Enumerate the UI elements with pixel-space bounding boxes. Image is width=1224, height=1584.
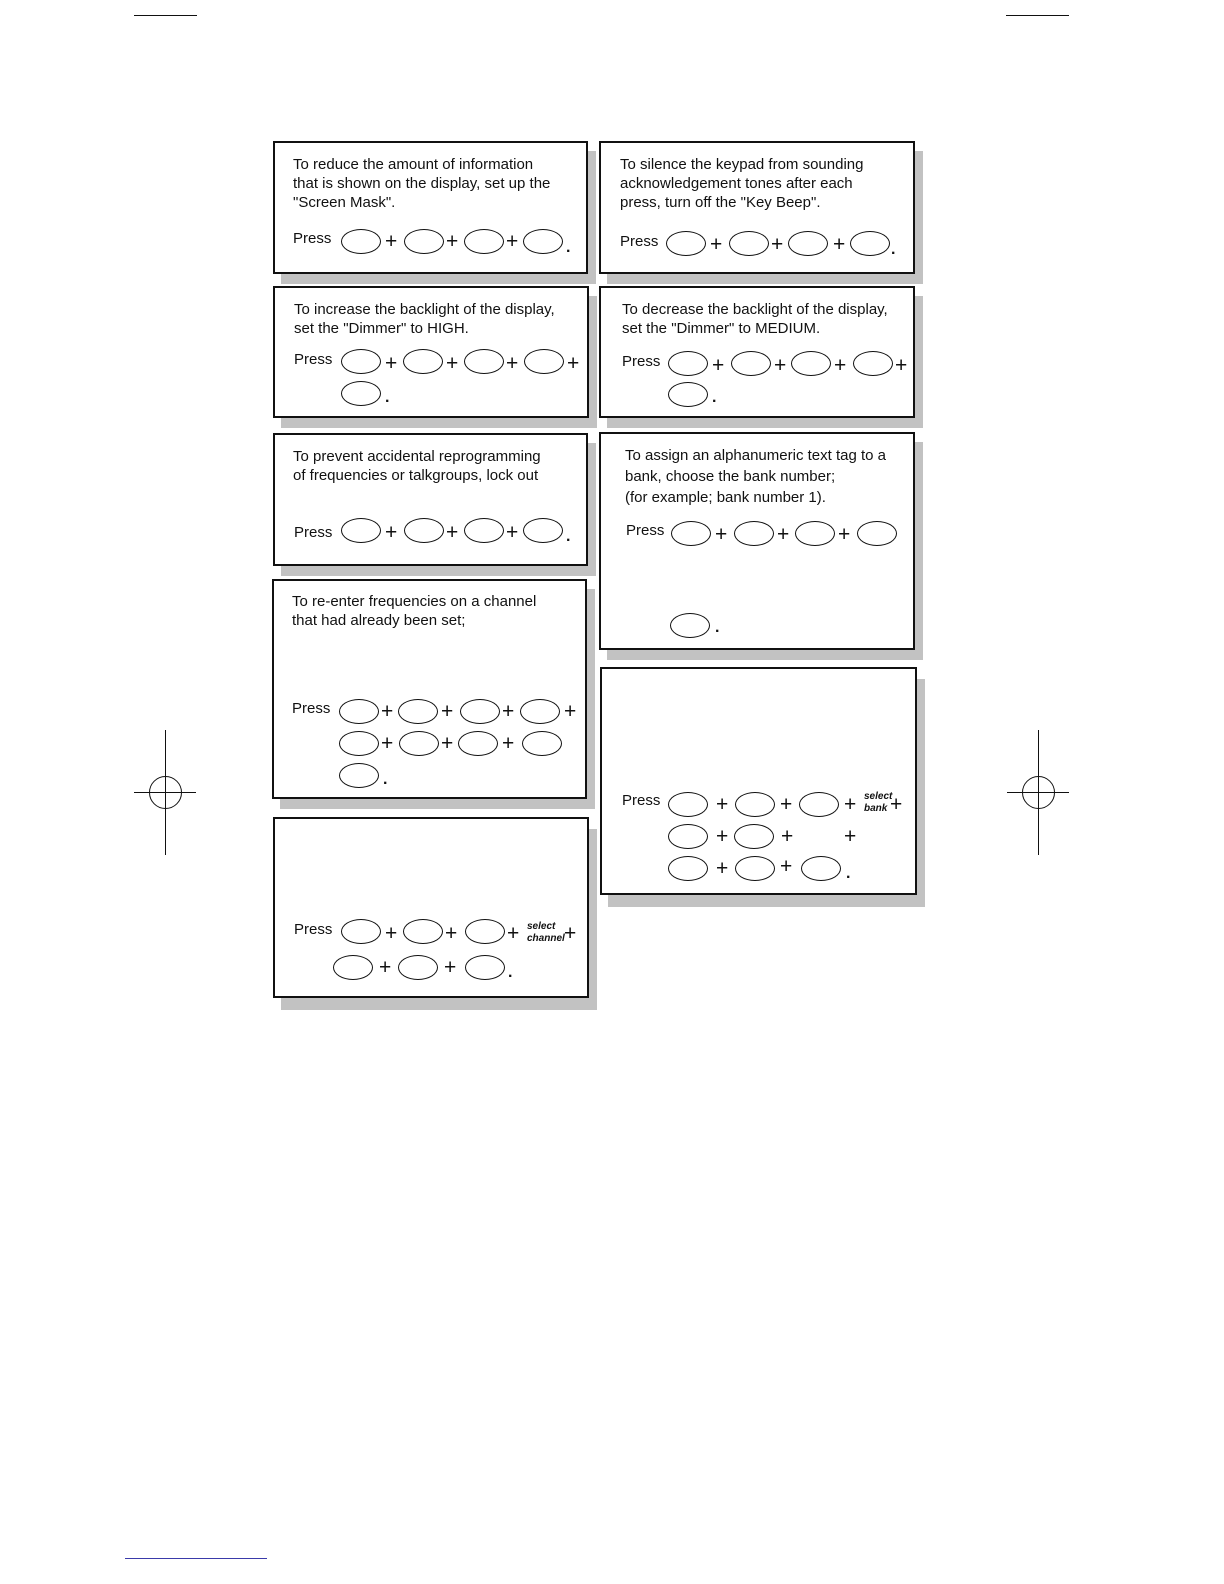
select-bank-label: select bank: [864, 791, 893, 814]
period: .: [383, 771, 388, 788]
crop-mark: [134, 15, 197, 16]
key-button: [465, 919, 505, 944]
panel-description: To prevent accidental reprogramming of frequencies or talkgroups, lock out: [293, 448, 541, 484]
key-button: [735, 856, 775, 881]
dimmer-medium-panel: [599, 286, 915, 418]
select-bank-panel: [600, 667, 917, 895]
key-button: [520, 699, 560, 724]
plus-sign: +: [506, 352, 519, 375]
key-button: [788, 231, 828, 256]
key-button: [668, 792, 708, 817]
key-button: [341, 919, 381, 944]
key-button: [668, 856, 708, 881]
plus-sign: +: [446, 230, 459, 253]
key-button: [522, 731, 562, 756]
key-button: [523, 229, 563, 254]
reenter-panel: [272, 579, 587, 799]
period: .: [508, 964, 513, 981]
plus-sign: +: [844, 793, 857, 816]
key-button: [404, 518, 444, 543]
press-label: Press: [626, 522, 665, 539]
period: .: [566, 239, 571, 256]
plus-sign: +: [446, 352, 459, 375]
key-button: [403, 349, 443, 374]
key-button: [791, 351, 831, 376]
key-button: [729, 231, 769, 256]
period: .: [566, 528, 571, 545]
plus-sign: +: [506, 521, 519, 544]
key-button: [464, 229, 504, 254]
plus-sign: +: [385, 230, 398, 253]
key-button: [341, 229, 381, 254]
key-button: [464, 518, 504, 543]
key-button: [460, 699, 500, 724]
key-button: [341, 518, 381, 543]
plus-sign: +: [833, 233, 846, 256]
key-beep-panel: [599, 141, 915, 274]
plus-sign: +: [445, 922, 458, 945]
plus-sign: +: [502, 732, 515, 755]
period: .: [846, 865, 851, 882]
plus-sign: +: [441, 700, 454, 723]
key-button: [670, 613, 710, 638]
panel-description: To silence the keypad from sounding acknowledgement tones after each press, turn off the "Key Beep".: [620, 156, 864, 211]
key-button: [403, 919, 443, 944]
plus-sign: +: [506, 230, 519, 253]
panel-description: To decrease the backlight of the display, set the "Dimmer" to MEDIUM.: [622, 301, 888, 337]
period: .: [891, 241, 896, 258]
select-channel-panel: [273, 817, 589, 998]
key-button: [341, 349, 381, 374]
plus-sign: +: [780, 793, 793, 816]
dimmer-high-panel: [273, 286, 589, 418]
crop-mark: [1006, 15, 1069, 16]
plus-sign: +: [507, 922, 520, 945]
plus-sign: +: [385, 352, 398, 375]
key-button: [731, 351, 771, 376]
press-label: Press: [622, 353, 661, 370]
key-button: [668, 824, 708, 849]
plus-sign: +: [379, 956, 392, 979]
key-button: [735, 792, 775, 817]
period: .: [715, 619, 720, 636]
plus-sign: +: [381, 732, 394, 755]
plus-sign: +: [567, 352, 580, 375]
key-button: [799, 792, 839, 817]
key-button: [668, 351, 708, 376]
bottom-rule: [125, 1558, 267, 1559]
key-button: [666, 231, 706, 256]
key-button: [671, 521, 711, 546]
plus-sign: +: [715, 523, 728, 546]
plus-sign: +: [716, 793, 729, 816]
plus-sign: +: [381, 700, 394, 723]
key-button: [801, 856, 841, 881]
key-button: [458, 731, 498, 756]
plus-sign: +: [774, 354, 787, 377]
lockout-panel: [273, 433, 588, 566]
period: .: [385, 389, 390, 406]
select-channel-label: select channel: [527, 921, 565, 944]
panel-description: To reduce the amount of information that is shown on the display, set up the "Screen Mask".: [293, 156, 551, 211]
plus-sign: +: [564, 700, 577, 723]
panel-description: To re-enter frequencies on a channel that had already been set;: [292, 593, 537, 629]
screen-mask-panel: [273, 141, 588, 274]
panel-description: To increase the backlight of the display, set the "Dimmer" to HIGH.: [294, 301, 555, 337]
plus-sign: +: [444, 956, 457, 979]
key-button: [333, 955, 373, 980]
period: .: [712, 389, 717, 406]
plus-sign: +: [895, 354, 908, 377]
key-button: [398, 955, 438, 980]
plus-sign: +: [781, 825, 794, 848]
key-button: [734, 521, 774, 546]
key-button: [465, 955, 505, 980]
plus-sign: +: [385, 922, 398, 945]
key-button: [339, 699, 379, 724]
key-button: [339, 731, 379, 756]
plus-sign: +: [716, 857, 729, 880]
key-button: [857, 521, 897, 546]
key-button: [399, 731, 439, 756]
press-label: Press: [292, 700, 331, 717]
press-label: Press: [293, 230, 332, 247]
plus-sign: +: [716, 825, 729, 848]
plus-sign: +: [712, 354, 725, 377]
plus-sign: +: [838, 523, 851, 546]
plus-sign: +: [777, 523, 790, 546]
press-label: Press: [620, 233, 659, 250]
key-button: [850, 231, 890, 256]
key-button: [341, 381, 381, 406]
press-label: Press: [294, 351, 333, 368]
plus-sign: +: [385, 521, 398, 544]
plus-sign: +: [502, 700, 515, 723]
key-button: [795, 521, 835, 546]
key-button: [524, 349, 564, 374]
press-label: Press: [294, 524, 333, 541]
key-button: [464, 349, 504, 374]
plus-sign: +: [780, 855, 793, 878]
key-button: [853, 351, 893, 376]
plus-sign: +: [446, 521, 459, 544]
plus-sign: +: [441, 732, 454, 755]
key-button: [668, 382, 708, 407]
key-button: [734, 824, 774, 849]
key-button: [523, 518, 563, 543]
plus-sign: +: [890, 793, 903, 816]
key-button: [339, 763, 379, 788]
plus-sign: +: [844, 825, 857, 848]
plus-sign: +: [834, 354, 847, 377]
key-button: [404, 229, 444, 254]
press-label: Press: [294, 921, 333, 938]
plus-sign: +: [564, 922, 577, 945]
plus-sign: +: [710, 233, 723, 256]
press-label: Press: [622, 792, 661, 809]
text-tag-panel: [599, 432, 915, 650]
plus-sign: +: [771, 233, 784, 256]
key-button: [398, 699, 438, 724]
panel-description: To assign an alphanumeric text tag to a bank, choose the bank number; (for example; bank number 1).: [625, 447, 886, 506]
